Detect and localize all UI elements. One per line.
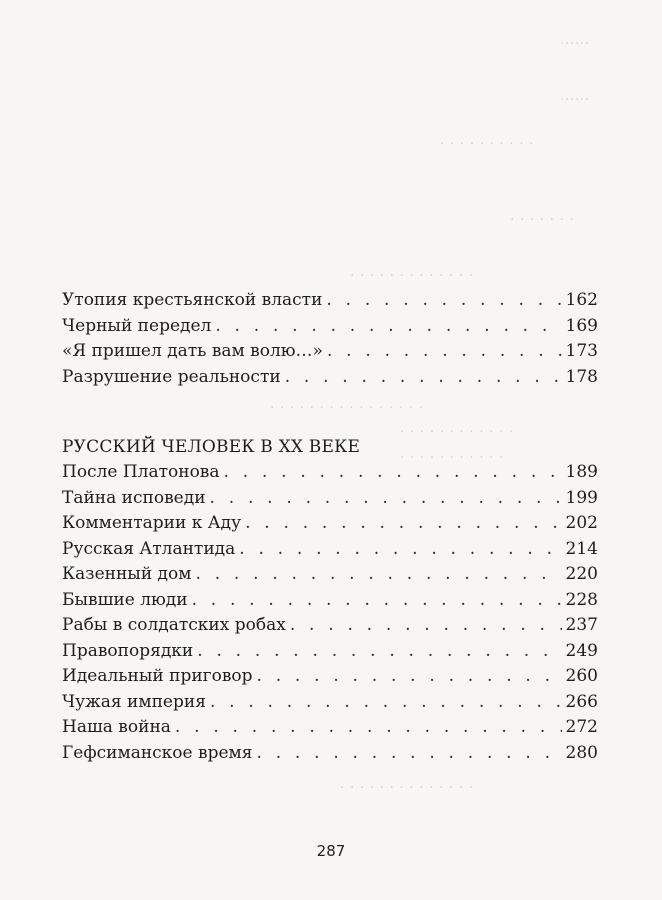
leader-dots <box>256 741 561 767</box>
leader-dots <box>215 314 561 340</box>
toc-section <box>62 434 598 766</box>
bleed-through-line: ······ <box>560 92 590 108</box>
page-number: 287 <box>316 842 346 860</box>
toc-top-block <box>62 288 598 390</box>
toc-entry-title: Русская Атлантида <box>62 538 236 559</box>
leader-dots <box>245 511 561 537</box>
toc-entry-page: 202 <box>565 513 598 533</box>
toc-entry-page: 237 <box>565 615 598 635</box>
toc-entry-page: 173 <box>565 341 598 361</box>
leader-dots <box>192 588 562 614</box>
bleed-through-line: · · · · · · · · · · · · · <box>350 268 474 284</box>
leader-dots <box>290 613 562 639</box>
toc-entry <box>62 741 598 767</box>
toc-entry-title: Чужая империя <box>62 691 206 712</box>
leader-dots <box>195 562 561 588</box>
toc-entry <box>62 613 598 639</box>
toc-entry-title: «Я пришел дать вам волю…» <box>62 341 323 361</box>
leader-dots <box>326 288 561 314</box>
toc-entry-title: Утопия крестьянской власти <box>62 290 323 310</box>
toc-entry-title: Идеальный приговор <box>62 666 253 686</box>
toc-entry <box>62 664 598 690</box>
toc-entry-page: 162 <box>565 290 598 310</box>
bleed-through-line: · · · · · · · · · · · <box>400 450 504 466</box>
bleed-through-line: · · · · · · · · · · <box>440 136 535 152</box>
toc-entry-page: 220 <box>565 564 598 584</box>
toc-entry <box>62 715 598 741</box>
toc-entry <box>62 588 598 614</box>
toc-entry <box>62 639 598 665</box>
leader-dots <box>224 460 562 486</box>
toc-entry-page: 272 <box>565 717 598 737</box>
toc-entry-title: После Платонова <box>62 462 220 482</box>
toc-entry-page: 214 <box>565 538 598 559</box>
bleed-through-line: ······ <box>560 36 590 52</box>
leader-dots <box>175 715 562 741</box>
toc-entry-title: Бывшие люди <box>62 589 188 610</box>
toc-entry-title: Рабы в солдатских робах <box>62 615 286 635</box>
toc-entry-title: Казенный дом <box>62 564 192 584</box>
leader-dots <box>210 690 562 716</box>
toc-entry-page: 280 <box>565 742 598 763</box>
toc-entry-page: 178 <box>565 366 598 387</box>
leader-dots <box>327 339 562 365</box>
toc-entry <box>62 690 598 716</box>
toc-entry-title: Черный передел <box>62 315 212 336</box>
toc-entry-title: Правопорядки <box>62 640 194 661</box>
toc-entry-title: Гефсиманское время <box>62 742 253 763</box>
bleed-through-line: · · · · · · · · · · · · · · <box>340 780 474 796</box>
bleed-through-line: · · · · · · · <box>510 212 575 228</box>
toc-entry-title: Наша война <box>62 717 171 737</box>
leader-dots <box>210 486 562 512</box>
leader-dots <box>285 365 562 391</box>
toc-entry <box>62 511 598 537</box>
toc-entry-page: 189 <box>565 462 598 482</box>
section-heading: РУССКИЙ ЧЕЛОВЕК В XX ВЕКЕ <box>62 437 361 457</box>
toc-entry-page: 169 <box>565 315 598 336</box>
toc-entry <box>62 460 598 486</box>
toc-entry-page: 228 <box>565 589 598 610</box>
toc-entry-page: 249 <box>565 640 598 661</box>
toc-entry <box>62 486 598 512</box>
toc-entry-page: 266 <box>565 691 598 712</box>
toc-entry <box>62 537 598 563</box>
leader-dots <box>239 537 561 563</box>
toc-entry-title: Тайна исповеди <box>62 487 206 508</box>
toc-entry-page: 199 <box>565 487 598 508</box>
leader-dots <box>197 639 561 665</box>
bleed-through-line: · · · · · · · · · · · · · · · · <box>270 400 424 416</box>
toc-entry <box>62 339 598 365</box>
toc-entry <box>62 562 598 588</box>
toc-entry <box>62 314 598 340</box>
bleed-through-line: · · · · · · · · · · · · <box>400 424 514 440</box>
leader-dots <box>257 664 562 690</box>
toc-entry <box>62 288 598 314</box>
toc-entry-title: Комментарии к Аду <box>62 513 242 533</box>
toc-entry-title: Разрушение реальности <box>62 366 281 387</box>
toc-entry <box>62 365 598 391</box>
toc-entry-page: 260 <box>565 666 598 686</box>
